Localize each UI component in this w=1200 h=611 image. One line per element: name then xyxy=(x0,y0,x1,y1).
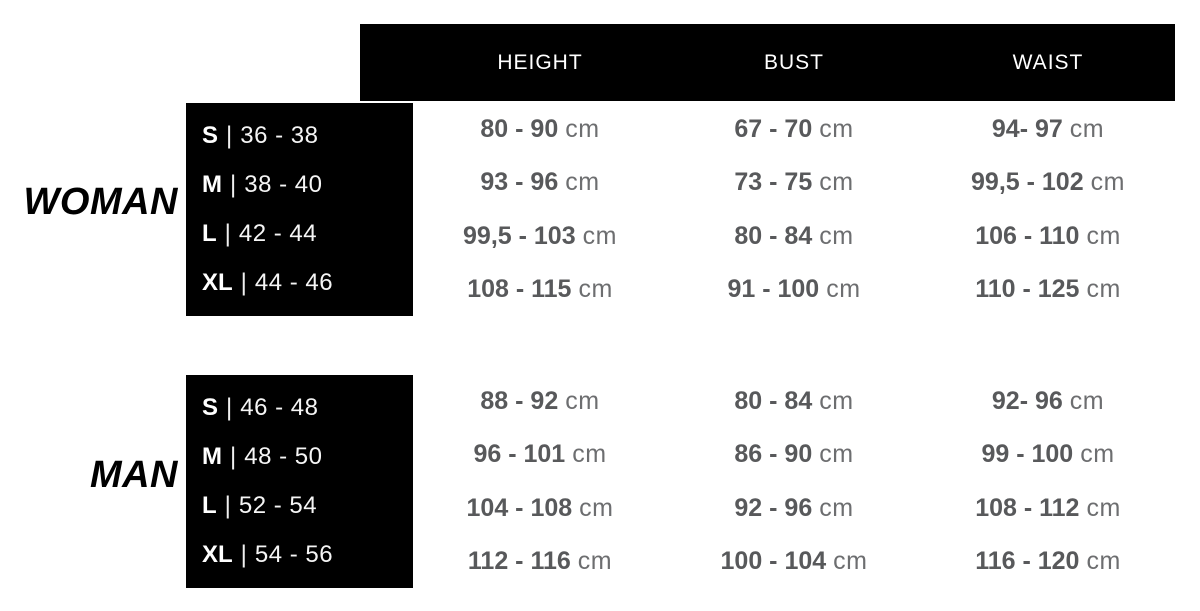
size-letter: XL xyxy=(202,541,233,569)
size-box-man xyxy=(186,375,413,588)
size-letter: L xyxy=(202,492,217,520)
measurement-cell-man-s-bust: 80 - 84 cm xyxy=(734,387,854,416)
size-letter: L xyxy=(202,220,217,248)
size-row-man-m xyxy=(202,443,403,471)
unit-label: cm xyxy=(819,221,854,250)
size-box-woman xyxy=(186,103,413,316)
unit-label: cm xyxy=(1069,115,1105,144)
size-divider: | xyxy=(240,540,247,570)
unit-label: cm xyxy=(826,274,861,303)
size-range: 46 - 48 xyxy=(240,393,319,421)
size-range: 38 - 40 xyxy=(244,170,323,198)
column-header-bust: BUST xyxy=(763,50,824,74)
size-divider: | xyxy=(224,491,231,520)
measurement-cell-woman-s-height: 80 - 90 cm xyxy=(480,115,600,144)
unit-label: cm xyxy=(1086,221,1121,250)
measurement-cell-woman-l-bust: 80 - 84 cm xyxy=(734,221,854,250)
measurements-woman xyxy=(413,103,1175,316)
measurement-cell-man-m-waist: 99 - 100 cm xyxy=(981,440,1115,469)
unit-label: cm xyxy=(572,440,607,469)
measurement-cell-woman-l-waist: 106 - 110 cm xyxy=(975,221,1121,250)
unit-label: cm xyxy=(1090,168,1125,197)
measurement-cell-man-l-waist: 108 - 112 cm xyxy=(975,493,1121,522)
size-row-woman-m xyxy=(202,171,403,199)
size-divider: | xyxy=(224,219,231,248)
measurement-cell-woman-m-height: 93 - 96 cm xyxy=(480,168,600,197)
size-row-man-l xyxy=(202,492,403,520)
measurement-cell-man-xl-waist: 116 - 120 cm xyxy=(975,546,1121,575)
measurement-cell-woman-xl-height: 108 - 115 cm xyxy=(467,274,613,303)
measurements-man xyxy=(413,375,1175,588)
size-row-man-s xyxy=(202,394,403,422)
measurement-cell-woman-s-bust: 67 - 70 cm xyxy=(734,115,854,144)
size-letter: M xyxy=(202,170,222,198)
column-header-height: HEIGHT xyxy=(497,50,583,74)
size-range: 42 - 44 xyxy=(238,220,318,248)
unit-label: cm xyxy=(565,168,600,197)
measurement-cell-woman-s-waist: 94- 97 cm xyxy=(991,115,1105,144)
measurement-cell-man-s-waist: 92- 96 cm xyxy=(991,387,1105,416)
column-header-waist: WAIST xyxy=(1012,50,1084,74)
measurement-cell-woman-xl-waist: 110 - 125 cm xyxy=(975,274,1121,303)
measurement-cell-man-l-height: 104 - 108 cm xyxy=(466,493,614,522)
unit-label: cm xyxy=(565,387,600,416)
unit-label: cm xyxy=(578,274,613,303)
size-divider: | xyxy=(226,120,233,150)
size-range: 44 - 46 xyxy=(254,269,334,297)
size-row-woman-s xyxy=(202,122,403,150)
measurement-cell-man-m-bust: 86 - 90 cm xyxy=(734,440,854,469)
size-range: 54 - 56 xyxy=(254,541,334,569)
size-letter: S xyxy=(202,393,219,421)
size-divider: | xyxy=(226,392,233,422)
unit-label: cm xyxy=(1069,387,1105,416)
section-label-man: MAN xyxy=(89,453,178,496)
unit-label: cm xyxy=(1086,546,1121,575)
size-range: 48 - 50 xyxy=(244,442,323,470)
measurement-cell-woman-l-height: 99,5 - 103 cm xyxy=(463,221,617,250)
unit-label: cm xyxy=(565,115,600,144)
unit-label: cm xyxy=(582,221,617,250)
unit-label: cm xyxy=(833,546,868,575)
unit-label: cm xyxy=(819,387,854,416)
measurement-cell-woman-m-waist: 99,5 - 102 cm xyxy=(971,168,1125,197)
measurement-header-bar xyxy=(360,24,1175,101)
size-row-woman-l xyxy=(202,220,403,248)
measurement-cell-man-m-height: 96 - 101 cm xyxy=(473,440,607,469)
size-divider: | xyxy=(230,170,237,199)
unit-label: cm xyxy=(819,115,854,144)
size-divider: | xyxy=(230,442,237,471)
measurement-cell-man-xl-bust: 100 - 104 cm xyxy=(720,546,868,575)
section-label-woman: WOMAN xyxy=(23,180,178,223)
size-row-woman-xl xyxy=(202,269,403,297)
unit-label: cm xyxy=(579,493,614,522)
measurement-cell-man-xl-height: 112 - 116 cm xyxy=(467,546,613,575)
unit-label: cm xyxy=(819,168,854,197)
measurement-cell-woman-xl-bust: 91 - 100 cm xyxy=(727,274,861,303)
unit-label: cm xyxy=(1080,440,1115,469)
measurement-cell-man-s-height: 88 - 92 cm xyxy=(480,387,600,416)
unit-label: cm xyxy=(1086,274,1121,303)
unit-label: cm xyxy=(819,493,854,522)
size-row-man-xl xyxy=(202,541,403,569)
size-range: 36 - 38 xyxy=(240,121,319,149)
size-divider: | xyxy=(240,268,247,298)
size-letter: M xyxy=(202,442,222,470)
size-range: 52 - 54 xyxy=(238,492,318,520)
measurement-cell-man-l-bust: 92 - 96 cm xyxy=(734,493,854,522)
unit-label: cm xyxy=(577,546,613,575)
measurement-cell-woman-m-bust: 73 - 75 cm xyxy=(734,168,854,197)
unit-label: cm xyxy=(1086,493,1121,522)
size-letter: XL xyxy=(202,269,233,297)
unit-label: cm xyxy=(819,440,854,469)
size-letter: S xyxy=(202,121,219,149)
